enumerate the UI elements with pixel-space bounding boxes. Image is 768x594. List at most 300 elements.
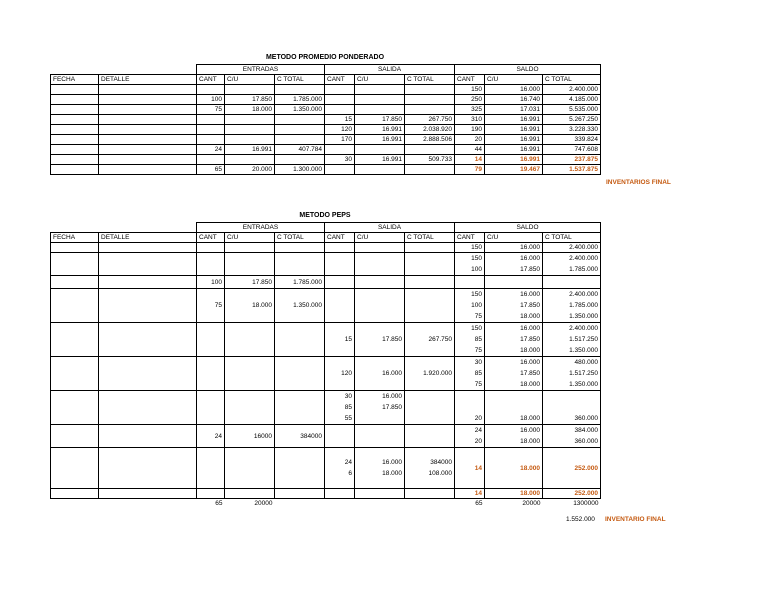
t1-table xyxy=(50,64,601,175)
t2-cell-line xyxy=(199,463,222,474)
t2-cell-salida-cant xyxy=(325,448,355,489)
t2-cell-line: 384000 xyxy=(430,459,452,466)
t2-cell-detalle xyxy=(99,289,197,323)
t2-cell-salida-cu xyxy=(355,425,405,448)
t2-final-value: 1.552.000 xyxy=(566,516,595,523)
t2-cell-saldo-cant xyxy=(455,425,485,448)
t2-cell-entradas-ctotal xyxy=(275,489,325,499)
t2-cell-entradas-cu xyxy=(225,425,275,448)
t2-cell-salida-ctotal xyxy=(405,289,455,323)
t1-cell-detalle xyxy=(99,145,197,155)
t2-cell-salida-cu xyxy=(355,357,405,391)
t2-cell-line: 14 xyxy=(474,464,482,472)
t1-cell-entradas-cu xyxy=(225,115,275,125)
t2-cell-line: 150 xyxy=(471,291,482,298)
t1-cell-saldo-cu: 19.467 xyxy=(485,165,543,175)
t2-cell-detalle xyxy=(99,357,197,391)
t2-cell-line: 18.000 xyxy=(520,438,540,445)
t2-cell-saldo-cant xyxy=(455,357,485,391)
t2-cell-line xyxy=(101,368,194,379)
t1-cell-entradas-ctotal xyxy=(275,155,325,165)
t2-cell-line: 100 xyxy=(471,302,482,309)
t1-cell-saldo-ctotal: 1.537.875 xyxy=(543,165,601,175)
t1-cell-fecha xyxy=(51,95,99,105)
t2-cell-fecha xyxy=(51,323,99,357)
t2-cell-entradas-cant xyxy=(197,357,225,391)
t2-cell-line xyxy=(227,334,272,345)
t1-cell-salida-cu: 16.991 xyxy=(355,135,405,145)
t1-cell-entradas-cu xyxy=(225,155,275,165)
t2-cell-line xyxy=(53,300,96,311)
t2-cell-salida-ctotal xyxy=(405,489,455,499)
t2-row xyxy=(51,243,601,253)
t2-cell-entradas-ctotal xyxy=(275,253,325,276)
t1-cell-salida-ctotal xyxy=(405,85,455,95)
t2-cell-salida-cu xyxy=(355,289,405,323)
t2-cell-line: 150 xyxy=(471,255,482,262)
t2-cell-entradas-cant xyxy=(197,391,225,425)
t2-cell-salida-cant xyxy=(325,289,355,323)
t1-cell-salida-cu xyxy=(355,105,405,115)
t2-group-saldo: SALDO xyxy=(455,223,601,233)
t1-cell-detalle xyxy=(99,125,197,135)
t1-row xyxy=(51,135,601,145)
t1-header-salida-ctotal: C TOTAL xyxy=(405,75,455,85)
t1-cell-entradas-cant xyxy=(197,135,225,145)
t1-cell-entradas-cu xyxy=(225,135,275,145)
t2-cell-line: 1.350.000 xyxy=(569,381,598,388)
t1-cell-salida-cant: 170 xyxy=(325,135,355,145)
t2-cell-line: 18.000 xyxy=(520,415,540,422)
t1-cell-salida-cant: 15 xyxy=(325,115,355,125)
t2-cell-fecha xyxy=(51,289,99,323)
t1-cell-entradas-ctotal: 407.784 xyxy=(275,145,325,155)
t2-cell-line: 16.000 xyxy=(382,393,402,400)
t2-cell-saldo-cant xyxy=(455,289,485,323)
t1-cell-saldo-ctotal: 339.824 xyxy=(543,135,601,145)
t1-cell-entradas-cant xyxy=(197,125,225,135)
t2-cell-line: 18.000 xyxy=(520,313,540,320)
t2-cell-salida-ctotal xyxy=(405,276,455,289)
t2-column-header-row xyxy=(51,233,601,243)
t2-cell-entradas-cant xyxy=(197,253,225,276)
t2-header-salida-cant: CANT xyxy=(325,233,355,243)
t1-cell-entradas-ctotal: 1.350.000 xyxy=(275,105,325,115)
t2-cell-line: 16000 xyxy=(253,432,272,440)
t2-cell-salida-cu xyxy=(355,276,405,289)
t1-cell-entradas-cu xyxy=(225,85,275,95)
t2-cell-line xyxy=(277,402,322,413)
t1-final-label: INVENTARIOS FINAL xyxy=(606,179,671,186)
t2-cell-saldo-ctotal xyxy=(543,253,601,276)
t2-group-entradas: ENTRADAS xyxy=(197,223,325,233)
t2-row xyxy=(51,289,601,323)
t2-header-fecha: FECHA xyxy=(51,233,99,243)
t2-cell-line: 75 xyxy=(214,302,222,309)
t1-cell-detalle xyxy=(99,95,197,105)
t2-cell-saldo-cant: 150 xyxy=(455,243,485,253)
t2-cell-line xyxy=(327,300,352,311)
t2-cell-line: 1.517.250 xyxy=(569,336,598,343)
t1-cell-saldo-ctotal: 5.267.250 xyxy=(543,115,601,125)
t1-header-entradas-cant: CANT xyxy=(197,75,225,85)
t2-cell-line xyxy=(277,334,322,345)
t2-cell-saldo-ctotal xyxy=(543,276,601,289)
t2-cell-line: 1.350.000 xyxy=(569,347,598,354)
t2-cell-salida-cant xyxy=(325,323,355,357)
t1-cell-fecha xyxy=(51,135,99,145)
t2-cell-fecha xyxy=(51,499,99,509)
t2-cell-line: 16.000 xyxy=(520,427,540,434)
t2-cell-entradas-cu xyxy=(225,489,275,499)
t2-cell-salida-cant xyxy=(325,243,355,253)
t1-cell-saldo-cant: 325 xyxy=(455,105,485,115)
t2-cell-entradas-cant xyxy=(197,323,225,357)
t2-cell-line: 18.000 xyxy=(382,470,402,477)
t2-cell-line xyxy=(545,391,598,402)
t1-cell-saldo-cu: 16.991 xyxy=(485,135,543,145)
t2-cell-saldo-cu: 18.000 xyxy=(485,489,543,499)
t1-cell-saldo-cant: 190 xyxy=(455,125,485,135)
t1-cell-salida-ctotal: 509.733 xyxy=(405,155,455,165)
t2-cell-saldo-cu xyxy=(485,253,543,276)
t1-cell-saldo-cant: 44 xyxy=(455,145,485,155)
t1-cell-salida-cu xyxy=(355,145,405,155)
t2-cell-line xyxy=(227,402,272,413)
t2-cell-entradas-cant xyxy=(197,489,225,499)
t1-row xyxy=(51,145,601,155)
t2-cell-line: 55 xyxy=(344,415,352,422)
t2-cell-fecha xyxy=(51,357,99,391)
t2-cell-line xyxy=(487,391,540,402)
t1-cell-saldo-cant: 310 xyxy=(455,115,485,125)
t1-cell-saldo-cu: 16.740 xyxy=(485,95,543,105)
t1-cell-entradas-ctotal xyxy=(275,135,325,145)
t2-row xyxy=(51,323,601,357)
t2-cell-line xyxy=(53,402,96,413)
t2-cell-entradas-cu: 20000 xyxy=(254,500,273,507)
t2-cell-fecha xyxy=(51,391,99,425)
t1-cell-detalle xyxy=(99,115,197,125)
t1-cell-salida-cant: 120 xyxy=(325,125,355,135)
t1-cell-salida-cant xyxy=(325,145,355,155)
t2-cell-line: 1.350.000 xyxy=(569,313,598,320)
t2-cell-line: 75 xyxy=(474,381,482,388)
t2-cell-saldo-cant: 14 xyxy=(455,489,485,499)
t2-cell-line: 6 xyxy=(348,470,352,477)
t2-cell-entradas-cant: 65 xyxy=(215,500,223,507)
t1-cell-fecha xyxy=(51,105,99,115)
t2-cell-line xyxy=(101,334,194,345)
t2-cell-entradas-ctotal xyxy=(275,357,325,391)
t2-cell-saldo-cant xyxy=(455,253,485,276)
t1-cell-salida-cant xyxy=(325,95,355,105)
t2-cell-saldo-ctotal: 1300000 xyxy=(573,500,599,507)
t2-cell-saldo-cu xyxy=(485,276,543,289)
t2-header-detalle: DETALLE xyxy=(99,233,197,243)
t2-cell-line: 16.000 xyxy=(520,325,540,332)
t2-cell-line: 15 xyxy=(344,336,352,343)
t2-header-saldo-cu: C/U xyxy=(485,233,543,243)
t1-cell-saldo-ctotal: 237.875 xyxy=(543,155,601,165)
t1-cell-saldo-ctotal: 3.228.330 xyxy=(543,125,601,135)
t1-cell-entradas-ctotal xyxy=(275,125,325,135)
t1-row xyxy=(51,165,601,175)
t2-cell-salida-cant xyxy=(325,489,355,499)
t2-cell-saldo-cu xyxy=(485,289,543,323)
t2-cell-line xyxy=(101,300,194,311)
t1-cell-salida-ctotal xyxy=(405,165,455,175)
t1-cell-saldo-ctotal: 747.608 xyxy=(543,145,601,155)
t2-cell-line: 30 xyxy=(474,359,482,366)
t1-cell-saldo-cu: 16.991 xyxy=(485,115,543,125)
t2-header-entradas-cu: C/U xyxy=(225,233,275,243)
t2-cell-entradas-cant xyxy=(197,289,225,323)
t2-cell-line: 18.000 xyxy=(520,464,540,472)
t1-cell-entradas-ctotal: 1.785.000 xyxy=(275,95,325,105)
t2-cell-salida-cu xyxy=(355,448,405,489)
t2-cell-saldo-ctotal xyxy=(543,448,601,489)
t2-cell-salida-cu xyxy=(355,499,405,509)
t2-cell-line: 1.785.000 xyxy=(569,302,598,309)
t1-cell-entradas-cant: 24 xyxy=(197,145,225,155)
t1-header-detalle: DETALLE xyxy=(99,75,197,85)
t2-cell-line xyxy=(227,368,272,379)
t1-cell-saldo-ctotal: 2.400.000 xyxy=(543,85,601,95)
t2-cell-salida-cant xyxy=(325,391,355,425)
t2-cell-saldo-cant xyxy=(455,276,485,289)
t1-cell-salida-ctotal: 2.038.920 xyxy=(405,125,455,135)
t2-cell-line xyxy=(357,259,402,270)
t1-header-entradas-ctotal: C TOTAL xyxy=(275,75,325,85)
t2-cell-detalle xyxy=(99,448,197,489)
t2-cell-saldo-cant xyxy=(455,448,485,489)
t2-cell-line: 18.000 xyxy=(520,381,540,388)
t2-cell-line xyxy=(457,391,482,402)
t2-cell-salida-ctotal xyxy=(405,253,455,276)
t2-cell-line xyxy=(277,259,322,270)
t1-cell-entradas-ctotal xyxy=(275,85,325,95)
t2-header-saldo-cant: CANT xyxy=(455,233,485,243)
t1-cell-salida-cu: 17.850 xyxy=(355,115,405,125)
t1-cell-entradas-ctotal: 1.300.000 xyxy=(275,165,325,175)
t2-cell-entradas-ctotal xyxy=(275,243,325,253)
t2-row xyxy=(51,391,601,425)
t2-header-salida-ctotal: C TOTAL xyxy=(405,233,455,243)
t1-cell-entradas-cant xyxy=(197,115,225,125)
t2-cell-entradas-cu xyxy=(225,357,275,391)
t2-cell-salida-ctotal xyxy=(405,391,455,425)
t2-cell-line: 75 xyxy=(474,313,482,320)
t2-cell-fecha xyxy=(51,425,99,448)
t2-cell-line xyxy=(199,402,222,413)
t2-cell-line: 17.850 xyxy=(520,370,540,377)
t2-cell-saldo-cu: 16.000 xyxy=(485,243,543,253)
t1-cell-entradas-cu: 18.000 xyxy=(225,105,275,115)
t1-header-entradas-cu: C/U xyxy=(225,75,275,85)
t1-cell-detalle xyxy=(99,85,197,95)
t1-cell-saldo-cu: 16.000 xyxy=(485,85,543,95)
t2-cell-line: 384.000 xyxy=(574,427,598,434)
t2-cell-line xyxy=(357,431,402,442)
t2-cell-line xyxy=(227,463,272,474)
t1-cell-salida-cant xyxy=(325,85,355,95)
t2-cell-salida-ctotal xyxy=(405,243,455,253)
t1-cell-fecha xyxy=(51,85,99,95)
t2-cell-saldo-ctotal xyxy=(543,357,601,391)
t1-cell-salida-cu: 16.991 xyxy=(355,125,405,135)
t2-cell-line: 120 xyxy=(341,370,352,377)
t1-cell-saldo-cant: 250 xyxy=(455,95,485,105)
t2-cell-salida-ctotal xyxy=(405,499,455,509)
t2-cell-line xyxy=(199,334,222,345)
t1-cell-saldo-cant: 20 xyxy=(455,135,485,145)
t2-cell-line xyxy=(407,259,452,270)
t1-cell-salida-ctotal xyxy=(405,145,455,155)
t2-cell-saldo-cu xyxy=(485,391,543,425)
t1-cell-salida-ctotal xyxy=(405,105,455,115)
t2-cell-entradas-ctotal xyxy=(275,289,325,323)
t2-cell-saldo-ctotal xyxy=(543,323,601,357)
t1-group-salida: SALIDA xyxy=(325,65,455,75)
t2-cell-line xyxy=(487,402,540,413)
t2-cell-line xyxy=(101,259,194,270)
t2-cell-saldo-cu xyxy=(485,425,543,448)
t2-cell-salida-cu xyxy=(355,391,405,425)
t2-cell-line: 1.785.000 xyxy=(569,266,598,273)
t2-cell-line: 150 xyxy=(471,325,482,332)
t1-cell-entradas-cu: 16.991 xyxy=(225,145,275,155)
t2-cell-salida-ctotal xyxy=(405,323,455,357)
t1-cell-salida-cu xyxy=(355,85,405,95)
t1-cell-salida-cu: 16.991 xyxy=(355,155,405,165)
t1-header-saldo-cant: CANT xyxy=(455,75,485,85)
t1-cell-entradas-ctotal xyxy=(275,115,325,125)
t2-cell-line: 16.000 xyxy=(382,459,402,466)
t2-header-entradas-cant: CANT xyxy=(197,233,225,243)
t2-cell-line: 18.000 xyxy=(252,302,272,309)
t1-cell-saldo-cant: 150 xyxy=(455,85,485,95)
t2-cell-saldo-ctotal xyxy=(543,289,601,323)
t2-cell-saldo-ctotal xyxy=(543,391,601,425)
t1-cell-saldo-cu: 16.991 xyxy=(485,145,543,155)
t2-cell-line: 16.000 xyxy=(382,370,402,377)
t1-cell-entradas-cant xyxy=(197,85,225,95)
t2-cell-line: 17.850 xyxy=(382,404,402,411)
t2-cell-line: 16.000 xyxy=(520,359,540,366)
t2-cell-line: 2.400.000 xyxy=(569,255,598,262)
t2-row xyxy=(51,489,601,499)
t1-header-saldo-ctotal: C TOTAL xyxy=(543,75,601,85)
t2-cell-line xyxy=(407,402,452,413)
t1-cell-entradas-cu: 17.850 xyxy=(225,95,275,105)
t2-cell-line: 100 xyxy=(471,266,482,273)
t2-cell-line: 360.000 xyxy=(574,438,598,445)
t2-row xyxy=(51,499,601,509)
t2-cell-line: 85 xyxy=(344,404,352,411)
t2-cell-detalle xyxy=(99,323,197,357)
t2-cell-saldo-cant xyxy=(455,323,485,357)
t2-cell-entradas-cu xyxy=(225,289,275,323)
t2-cell-line: 20 xyxy=(474,438,482,445)
t2-cell-fecha xyxy=(51,276,99,289)
t2-cell-saldo-ctotal: 252.000 xyxy=(543,489,601,499)
t1-cell-salida-ctotal: 2.888.506 xyxy=(405,135,455,145)
t1-cell-detalle xyxy=(99,165,197,175)
t2-group-header-row xyxy=(51,223,601,233)
t2-cell-line: 2.400.000 xyxy=(569,291,598,298)
t2-cell-entradas-ctotal xyxy=(275,425,325,448)
t2-cell-saldo-ctotal: 2.400.000 xyxy=(543,243,601,253)
t2-cell-detalle xyxy=(99,243,197,253)
t2-cell-line xyxy=(53,334,96,345)
t1-cell-salida-ctotal: 267.750 xyxy=(405,115,455,125)
t2-cell-line: 17.850 xyxy=(520,302,540,309)
t2-cell-line xyxy=(357,300,402,311)
t1-cell-entradas-cant: 75 xyxy=(197,105,225,115)
t2-cell-saldo-cu: 20000 xyxy=(522,500,541,507)
t2-header-saldo-ctotal: C TOTAL xyxy=(543,233,601,243)
t1-header-saldo-cu: C/U xyxy=(485,75,543,85)
t2-cell-line xyxy=(277,463,322,474)
t2-cell-line: 18.000 xyxy=(520,347,540,354)
t2-title: METODO PEPS xyxy=(299,212,351,219)
t1-cell-salida-cu xyxy=(355,95,405,105)
t2-cell-detalle xyxy=(99,425,197,448)
t2-cell-line: 108.000 xyxy=(428,470,452,477)
t2-cell-line: 252.000 xyxy=(574,464,598,472)
t2-cell-saldo-cant xyxy=(455,391,485,425)
t1-header-salida-cu: C/U xyxy=(355,75,405,85)
t2-cell-line: 360.000 xyxy=(574,415,598,422)
t2-row xyxy=(51,253,601,276)
t2-cell-line xyxy=(277,368,322,379)
t1-cell-salida-ctotal xyxy=(405,95,455,105)
t2-cell-line xyxy=(101,402,194,413)
t2-cell-entradas-cu xyxy=(225,448,275,489)
t2-cell-fecha xyxy=(51,253,99,276)
t2-cell-entradas-cant xyxy=(197,243,225,253)
t2-cell-salida-cant xyxy=(325,253,355,276)
t2-cell-line xyxy=(53,431,96,442)
t1-cell-fecha xyxy=(51,155,99,165)
t2-cell-line: 17.850 xyxy=(520,336,540,343)
t2-cell-line xyxy=(53,368,96,379)
t1-cell-entradas-cant: 65 xyxy=(197,165,225,175)
t2-cell-entradas-cant xyxy=(197,425,225,448)
t2-cell-line xyxy=(101,463,194,474)
t2-cell-entradas-cu xyxy=(225,243,275,253)
t2-cell-salida-ctotal xyxy=(405,357,455,391)
t2-cell-saldo-cu xyxy=(485,323,543,357)
t2-header-salida-cu: C/U xyxy=(355,233,405,243)
t2-cell-salida-cant xyxy=(325,425,355,448)
t1-cell-detalle xyxy=(99,155,197,165)
t1-cell-salida-cant xyxy=(325,105,355,115)
t2-table xyxy=(50,222,601,508)
t2-cell-line xyxy=(227,259,272,270)
t1-group-header-row xyxy=(51,65,601,75)
t2-cell-entradas-ctotal xyxy=(275,499,325,509)
t2-cell-salida-ctotal xyxy=(405,448,455,489)
t2-cell-line: 85 xyxy=(474,370,482,377)
t2-cell-line xyxy=(101,431,194,442)
t2-cell-fecha xyxy=(51,448,99,489)
t2-cell-detalle xyxy=(99,499,197,509)
t1-cell-fecha xyxy=(51,165,99,175)
t1-row xyxy=(51,95,601,105)
t2-cell-line: 16.000 xyxy=(520,255,540,262)
